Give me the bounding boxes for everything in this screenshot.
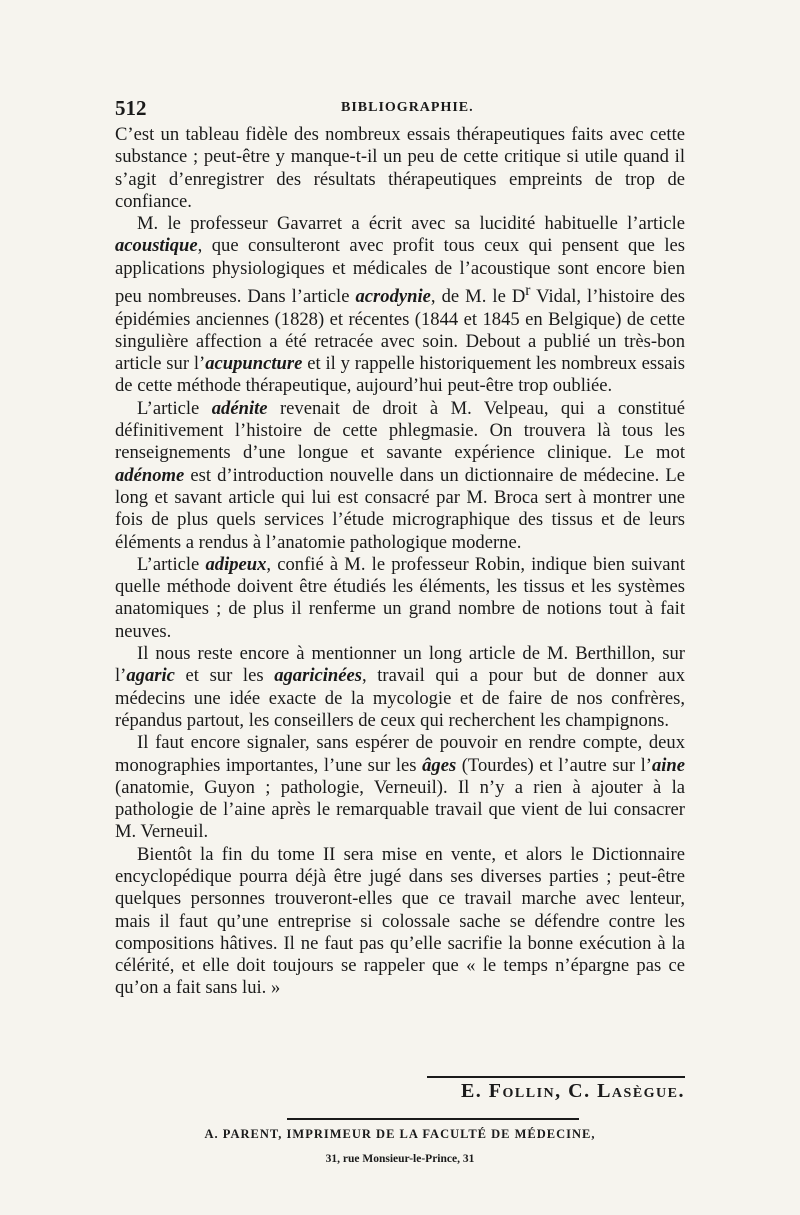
- italic-term: acoustique: [115, 235, 198, 257]
- printer-rule: [287, 1118, 579, 1120]
- italic-term: acrodynie: [355, 286, 431, 308]
- paragraph-7: Bientôt la fin du tome II sera mise en vente, et alors le Dictionnaire encyclopédique pourra déjà être jugé dans ses diverses parties ; peut-être quelques personnes trouveront-elles que ce travail marche avec lenteur, mais il faut qu’une entreprise si colossale sache se défendre contre les compositions hâtives. Il ne faut pas qu’elle sacrifie la bonne exécution à la célérité, et elle doit toujours se rappeler que « le temps n’épargne pas ce qu’on a fait sans lui. »: [115, 843, 685, 999]
- paragraph-5: [115, 643, 685, 732]
- signature-rule: [427, 1076, 685, 1078]
- body-text: [115, 124, 685, 1000]
- paragraph-1: C’est un tableau fidèle des nombreux essais thérapeutiques faits avec cette substance ; peut-être y manque-t-il un peu de cette critique si utile quand il s’agit d’enregistrer des résultats thérapeutiques empreints de trop de confiance.: [115, 124, 685, 212]
- text-run: L’article: [137, 553, 206, 575]
- text-run: est d’introduction nouvelle dans un dictionnaire de médecine. Le long et savant article qui lui est consacré par M. Broca sert à montrer une fois de plus quels services l’étude micrographique des tissus et de leurs éléments a rendus à l’anatomie pathologique moderne.: [115, 464, 685, 553]
- paragraph-2: [115, 213, 685, 398]
- italic-term: adénome: [115, 464, 185, 486]
- page-header: [115, 96, 685, 122]
- text-run: et il y rappelle historiquement les nombreux essais de cette méthode thérapeutique, aujourd’hui peut-être trop oubliée.: [115, 353, 685, 397]
- text-run: L’article: [137, 397, 212, 419]
- text-run: Vidal, l’histoire des épidémies anciennes (1828) et récentes (1844 et 1845 en Belgique) de cette singulière affection a été retracée avec soin. Debout a publié un très-bon article sur l’: [115, 286, 686, 375]
- text-run: Il nous reste encore à mentionner un long article de M. Berthillon, sur l’: [115, 643, 685, 687]
- text-run: M. le professeur Gavarret a écrit avec sa lucidité habituelle l’article: [137, 213, 685, 235]
- text-run: (anatomie, Guyon ; pathologie, Verneuil). Il n’y a rien à ajouter à la pathologie de l’aine après le remarquable travail que vient de lui consacrer M. Verneuil.: [115, 776, 685, 843]
- superscript: r: [525, 282, 531, 300]
- text-run: revenait de droit à M. Velpeau, qui a constitué définitivement l’histoire de cette phlegmasie. On trouvera là tous les renseignements d’une longue et savante expérience clinique. Le mot: [115, 397, 685, 464]
- text-run: Il faut encore signaler, sans espérer de pouvoir en rendre compte, deux monographies importantes, l’une sur les: [115, 732, 685, 776]
- italic-term: agaric: [126, 665, 175, 687]
- italic-term: adénite: [211, 397, 268, 419]
- text-run: , que consulteront avec profit tous ceux qui pensent que les applications physiologiques et médicales de l’acoustique sont encore bien peu nombreuses. Dans l’article: [115, 235, 685, 308]
- text-run: (Tourdes) et l’autre sur l’: [456, 754, 652, 776]
- printer-imprint: A. PARENT, IMPRIMEUR DE LA FACULTÉ DE MÉDECINE,: [204, 1127, 596, 1141]
- text-run: et sur les: [174, 665, 275, 687]
- page-number: 512: [115, 96, 147, 120]
- page-content: [115, 96, 686, 1165]
- italic-term: agaricinées: [274, 665, 362, 687]
- text-run: , de M. le D: [430, 286, 526, 308]
- signature: E. Follin, C. Lasègue.: [460, 1080, 685, 1102]
- running-head: BIBLIOGRAPHIE.: [341, 100, 474, 115]
- text-run: , confié à M. le professeur Robin, indique bien suivant quelle méthode doivent être étudiés les éléments, les tissus et les systèmes anatomiques ; de plus il renferme un grand nombre de notions tout à fait neuves.: [115, 553, 685, 642]
- italic-term: adipeux: [205, 553, 267, 575]
- printer-address: 31, rue Monsieur-le-Prince, 31: [325, 1153, 475, 1165]
- paragraph-3: [115, 398, 685, 554]
- italic-term: âges: [422, 754, 457, 776]
- paragraph-4: [115, 554, 685, 643]
- italic-term: aine: [651, 754, 686, 776]
- paragraph-6: [115, 732, 685, 843]
- text-run: , travail qui a pour but de donner aux médecins une idée exacte de la mycologie et de faire de nos confrères, répandus partout, les conseillers de ceux qui recherchent les champignons.: [115, 665, 685, 731]
- italic-term: acupuncture: [205, 353, 303, 375]
